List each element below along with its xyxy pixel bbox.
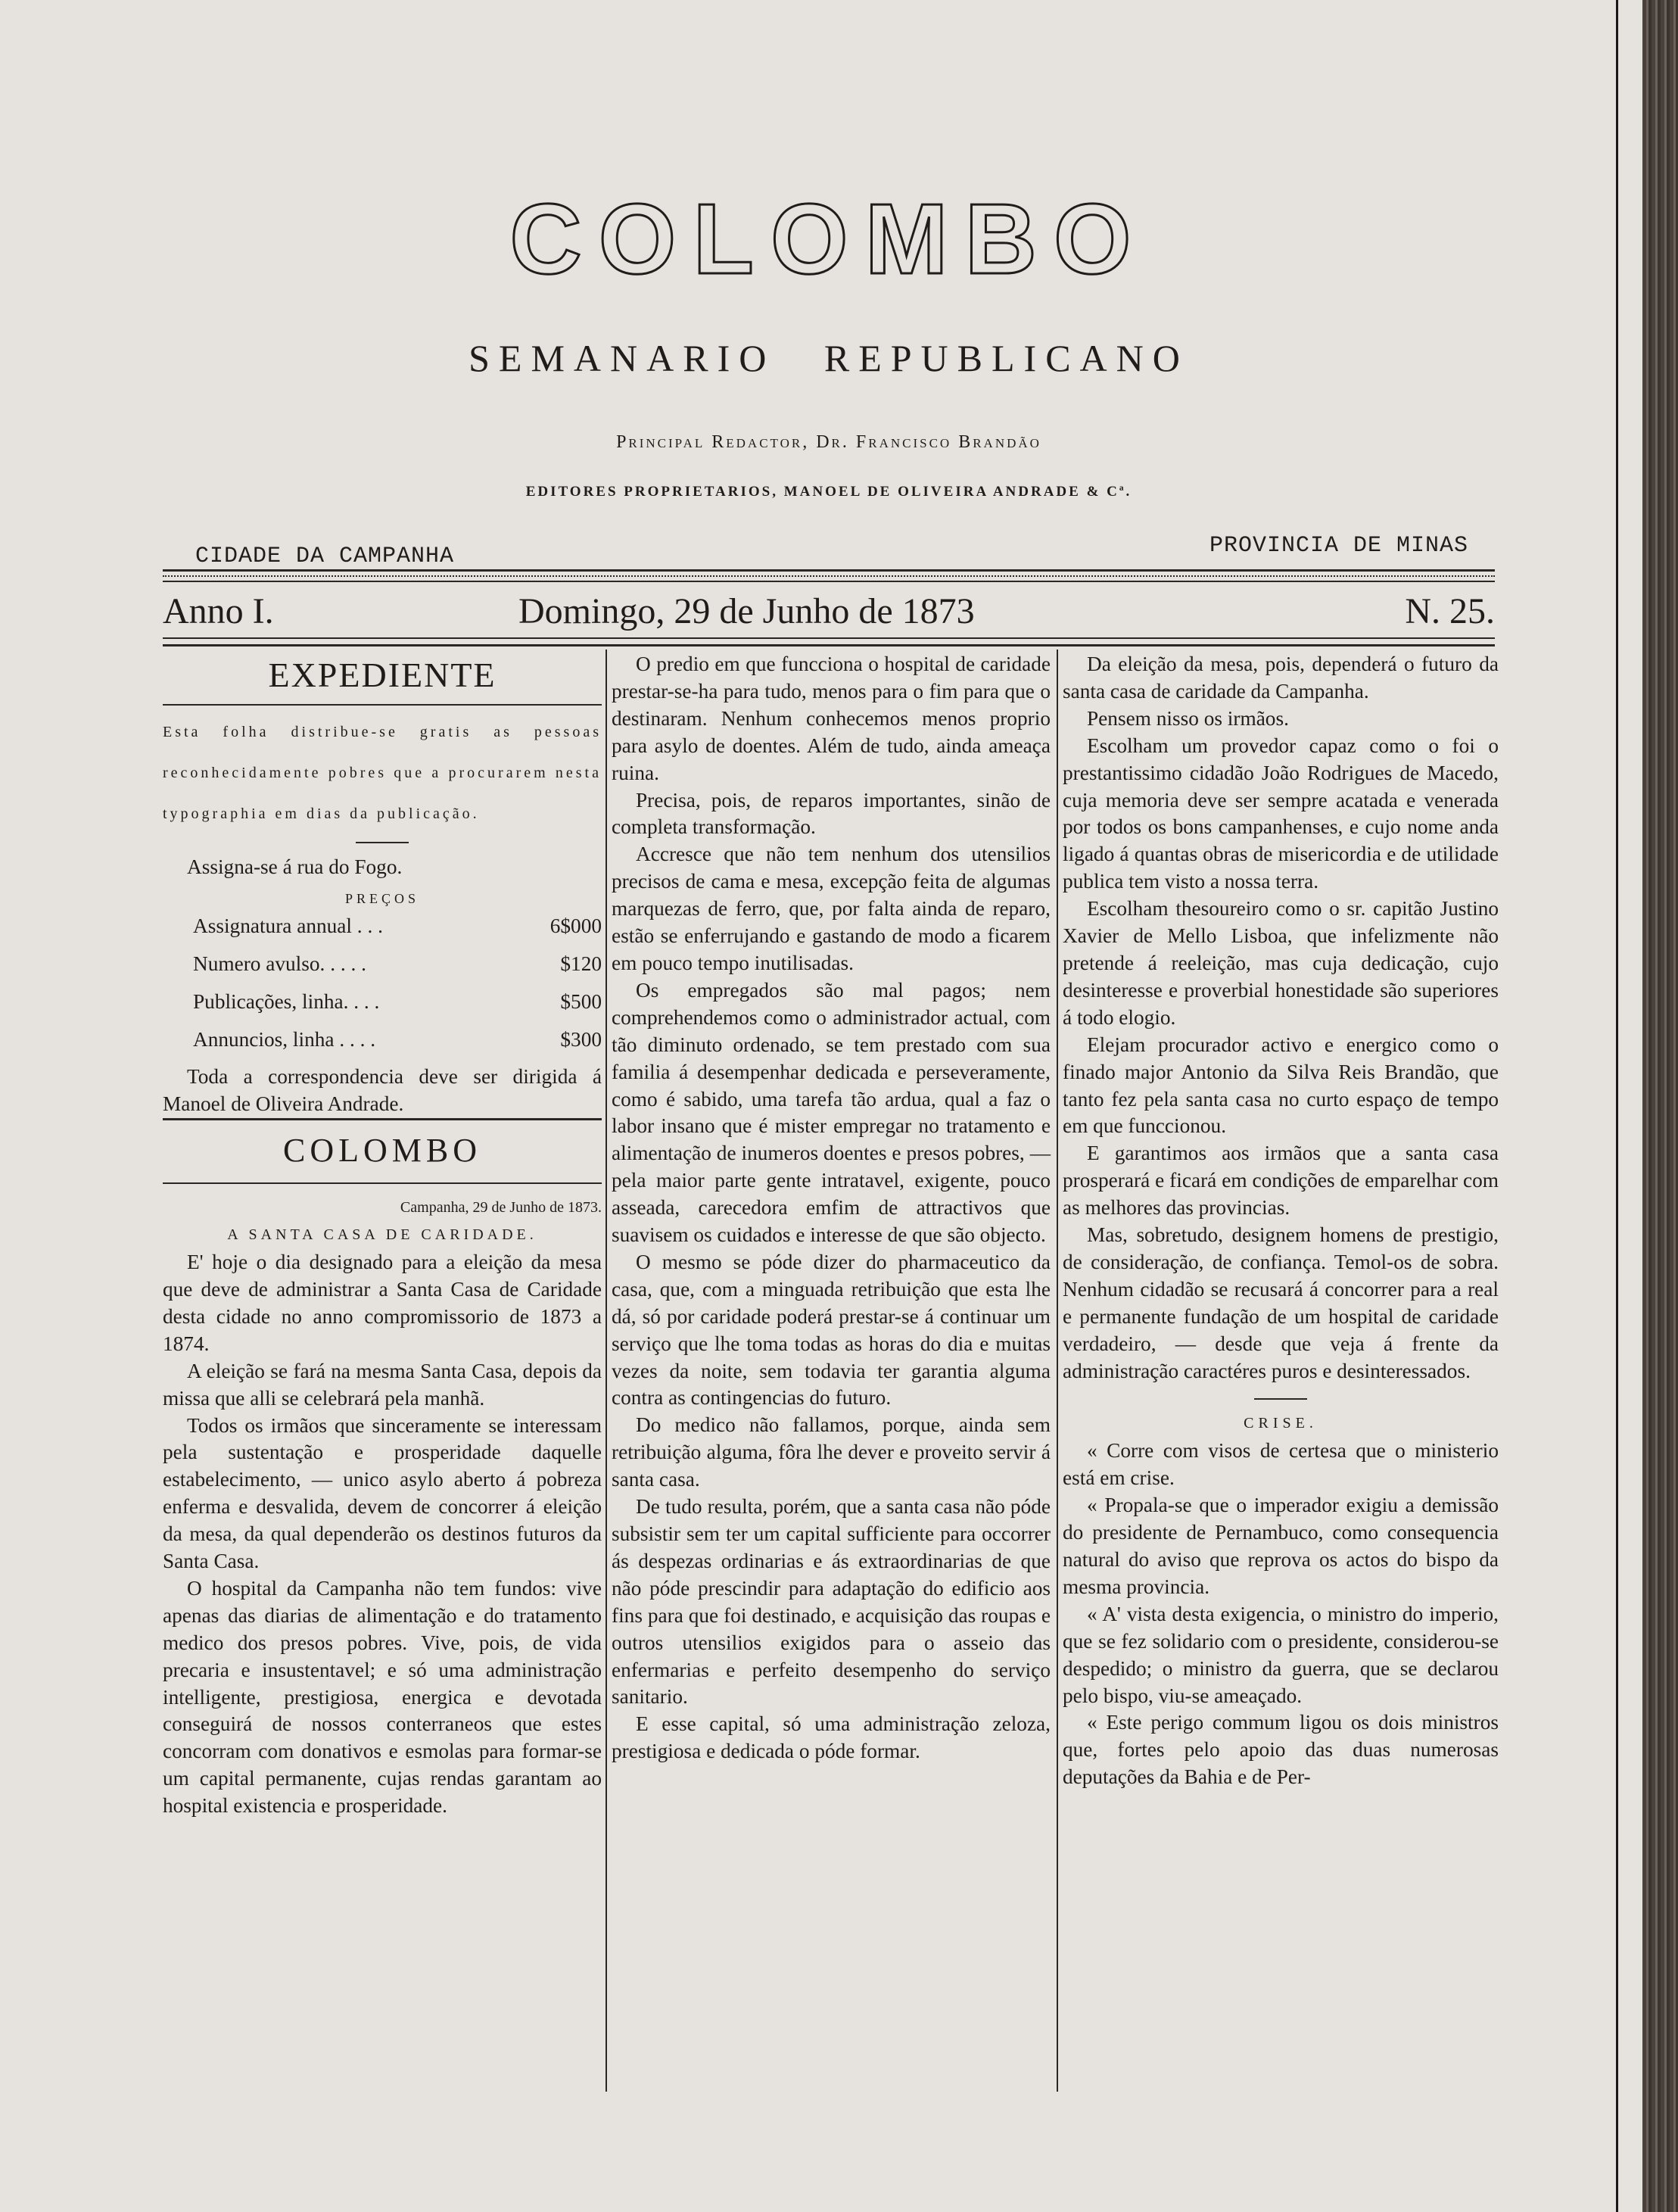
book-spine-edge (1642, 0, 1678, 2212)
article-dateline: Campanha, 29 de Junho de 1873. (400, 1199, 602, 1217)
header-rule-dotted (163, 575, 1495, 577)
newspaper-title: COLOMBO (509, 183, 1148, 294)
expediente-heading: EXPEDIENTE (268, 656, 497, 694)
column-divider-1 (606, 650, 607, 2092)
article-paragraph: Os empregados são mal pagos; nem comprehendemos como o administrador actual, com tão diminuto ordenado, se tem prestado com sua familia á desempenhar dedicada e perseveramente, como é sabido, uma tarefa tão ardua, qual a faz o labor insano que é mister empregar no tratamento e alimentação de inumeros doentes e presos pobres, — pela maior parte gente intratavel, exigente, pouco asseada, carecedora emfim de attractivos que suavisem os cuidados e interesse de que são objecto. (612, 978, 1051, 1247)
article-paragraph: Mas, sobretudo, designem homens de prestigio, de consideração, de confiança. Temol-os de sobra. Nenhum cidadão se recusará á concorrer para a real e permanente fundação de um hospital de caridade verdadeiro, — desde que veja á frente da administração caractéres puros e desinteressados. (1063, 1223, 1499, 1382)
article-paragraph: Escolham um provedor capaz como o foi o prestantissimo cidadão João Rodrigues de Macedo, cuja memoria deve ser sempre acatada e venerada por todos os bons campanhenses, e cujo nome anda ligado á quantas obras de misericordia e de utilidade publica tem visto a nossa terra. (1063, 734, 1499, 893)
article-paragraph: O hospital da Campanha não tem fundos: vive apenas das diarias de alimentação e do tratamento medico dos presos pobres. Vive, pois, de vida precaria e insustentavel; e só uma administração intelligente, prestigiosa, energica e devotada conseguirá de nossos conterraneos que estes concorram com donativos e esmolas para formar-se um capital permanente, cujas rendas garantam ao hospital existencia e prosperidade. (163, 1576, 602, 1818)
dateline (163, 589, 1495, 634)
header-rule-top (163, 569, 1495, 572)
article-paragraph: Accresce que não tem nenhum dos utensilios precisos de cama e mesa, excepção feita de algumas marquezas de ferro, que, por falta ainda de reparo, estão se enferrujando e gastando de modo a ficarem em pouco tempo inutilisadas. (612, 843, 1051, 974)
crise-paragraph: « Propala-se que o imperador exigiu a demissão do presidente de Pernambuco, como consequencia natural do aviso que reprova os actos do bispo da mesma provincia. (1063, 1494, 1499, 1598)
article-paragraph: Escolham thesoureiro como o sr. capitão Justino Xavier de Mello Lisboa, que infelizmente não pretende á reeleição, mas cuja dedicação, cujo desinteresse e proverbial honestidade são superiores á todo elogio. (1063, 897, 1499, 1029)
separator (356, 842, 409, 843)
article-paragraph: Do medico não fallamos, porque, ainda sem retribuição alguma, fôra lhe dever e proveito servir á santa casa. (612, 1413, 1051, 1491)
dateline-rule-1 (163, 637, 1495, 639)
article-paragraph: Elejam procurador activo e energico como o finado major Antonio da Silva Reis Brandão, que tanto fez pela santa casa no curto espaço de tempo em que funccionou. (1063, 1033, 1499, 1138)
article-paragraph: Da eleição da mesa, pois, dependerá o futuro da santa casa de caridade da Campanha. (1063, 653, 1499, 703)
article-paragraph: E' hoje o dia designado para a eleição da mesa que deve de administrar a Santa Casa de Caridade desta cidade no anno compromissorio de 1873 a 1874. (163, 1251, 602, 1355)
price-row: Assignatura annual . . . 6$000 (193, 914, 602, 937)
principal-redactor: Principal Redactor, Dr. Francisco Brandão (616, 432, 1041, 452)
expediente-rule (163, 704, 602, 706)
article-paragraph: A eleição se fará na mesma Santa Casa, depois da missa que alli se celebrará pela manhã. (163, 1359, 602, 1410)
article-title: A SANTA CASA DE CARIDADE. (227, 1226, 537, 1244)
article-paragraph: E esse capital, só uma administração zeloza, prestigiosa e dedicada o póde formar. (612, 1712, 1051, 1763)
column-2 (612, 651, 1051, 1765)
crise-paragraph: « A' vista desta exigencia, o ministro do imperio, que se fez solidario com o presidente, considerou-se despedido; o ministro da guerra, que se declarou pelo bispo, viu-se ameaçado. (1063, 1602, 1499, 1707)
page-gutter-line (1616, 0, 1618, 2212)
newspaper-subtitle: SEMANARIO REPUBLICANO (469, 337, 1189, 379)
crise-paragraph: « Corre com visos de certesa que o ministerio está em crise. (1063, 1439, 1499, 1490)
article-paragraph: De tudo resulta, porém, que a santa casa não póde subsistir sem ter um capital sufficiente para occorrer ás despezas ordinarias e ás extraordinarias de que não póde prescindir para adaptação do edificio aos fins para que foi destinado, e acquisição das roupas e outros utensilios exigidos para o asseio das enfermarias e perfeito desempenho do serviço sanitario. (612, 1495, 1051, 1709)
issue-number: N. 25. (1405, 591, 1495, 631)
price-row: Numero avulso. . . . . $120 (193, 952, 602, 975)
article-paragraph: Pensem nisso os irmãos. (1087, 706, 1289, 730)
article-paragraph: O mesmo se póde dizer do pharmaceutico da casa, que, com a minguada retribuição que esta lhe dá, só por caridade poderá prestar-se á continuar um serviço que lhe toma todas as horas do dia e muitas vezes da noite, sem todavia ter garantia alguma contra as contingencias do futuro. (612, 1250, 1051, 1410)
price-row: Publicações, linha. . . . $500 (193, 989, 602, 1013)
dateline-rule-2 (163, 644, 1495, 646)
article-paragraph: E garantimos aos irmãos que a santa casa prosperará e ficará em condições de emparelhar com as melhores das provincias. (1063, 1142, 1499, 1220)
column-1 (163, 651, 602, 1820)
expediente-notice: Esta folha distribue-se gratis as pessoas reconhecidamente pobres que a procurarem nesta typographia em dias da publicação. (163, 724, 602, 822)
assigna-text: Assigna-se á rua do Fogo. (187, 855, 403, 878)
correspondencia-text: Toda a correspondencia deve ser dirigida á Manoel de Oliveira Andrade. (163, 1065, 602, 1116)
separator (1254, 1398, 1307, 1400)
crise-paragraph: « Este perigo commum ligou os dois ministros que, fortes pelo apoio das duas numerosas deputações da Bahia e de Per- (1063, 1711, 1499, 1789)
article-paragraph: O predio em que funcciona o hospital de caridade prestar-se-ha para tudo, menos para o fim para que o destinaram. Nenhum conhecemos menos proprio para asylo de doentes. Além de tudo, ainda ameaça ruina. (612, 653, 1051, 784)
precos-heading: PREÇOS (344, 890, 420, 906)
colombo-rule-top (163, 1118, 602, 1120)
city-name: CIDADE DA CAMPANHA (195, 544, 455, 569)
price-row: Annuncios, linha . . . . $300 (193, 1027, 602, 1051)
colombo-rule-bottom (163, 1182, 602, 1184)
anno: Anno I. (163, 591, 274, 631)
column-3 (1063, 651, 1499, 1791)
issue-date: Domingo, 29 de Junho de 1873 (518, 591, 975, 631)
article-paragraph: Todos os irmãos que sinceramente se interessam pela sustentação e prosperidade daquelle estabelecimento, — unico asylo aberto á pobreza enferma e desvalida, devem de concorrer á eleição da mesa, da qual dependerão os destinos futuros da Santa Casa. (163, 1413, 602, 1573)
header-rule-lower (163, 581, 1495, 582)
editores-proprietarios: EDITORES PROPRIETARIOS, MANOEL DE OLIVEIRA ANDRADE & Cª. (525, 484, 1132, 500)
colombo-heading: COLOMBO (282, 1132, 482, 1170)
article-paragraph: Precisa, pois, de reparos importantes, sinão de completa transformação. (612, 788, 1051, 839)
crise-heading: CRISE. (1244, 1415, 1318, 1432)
column-divider-2 (1057, 650, 1058, 2092)
province-name: PROVINCIA DE MINAS (1209, 533, 1469, 559)
